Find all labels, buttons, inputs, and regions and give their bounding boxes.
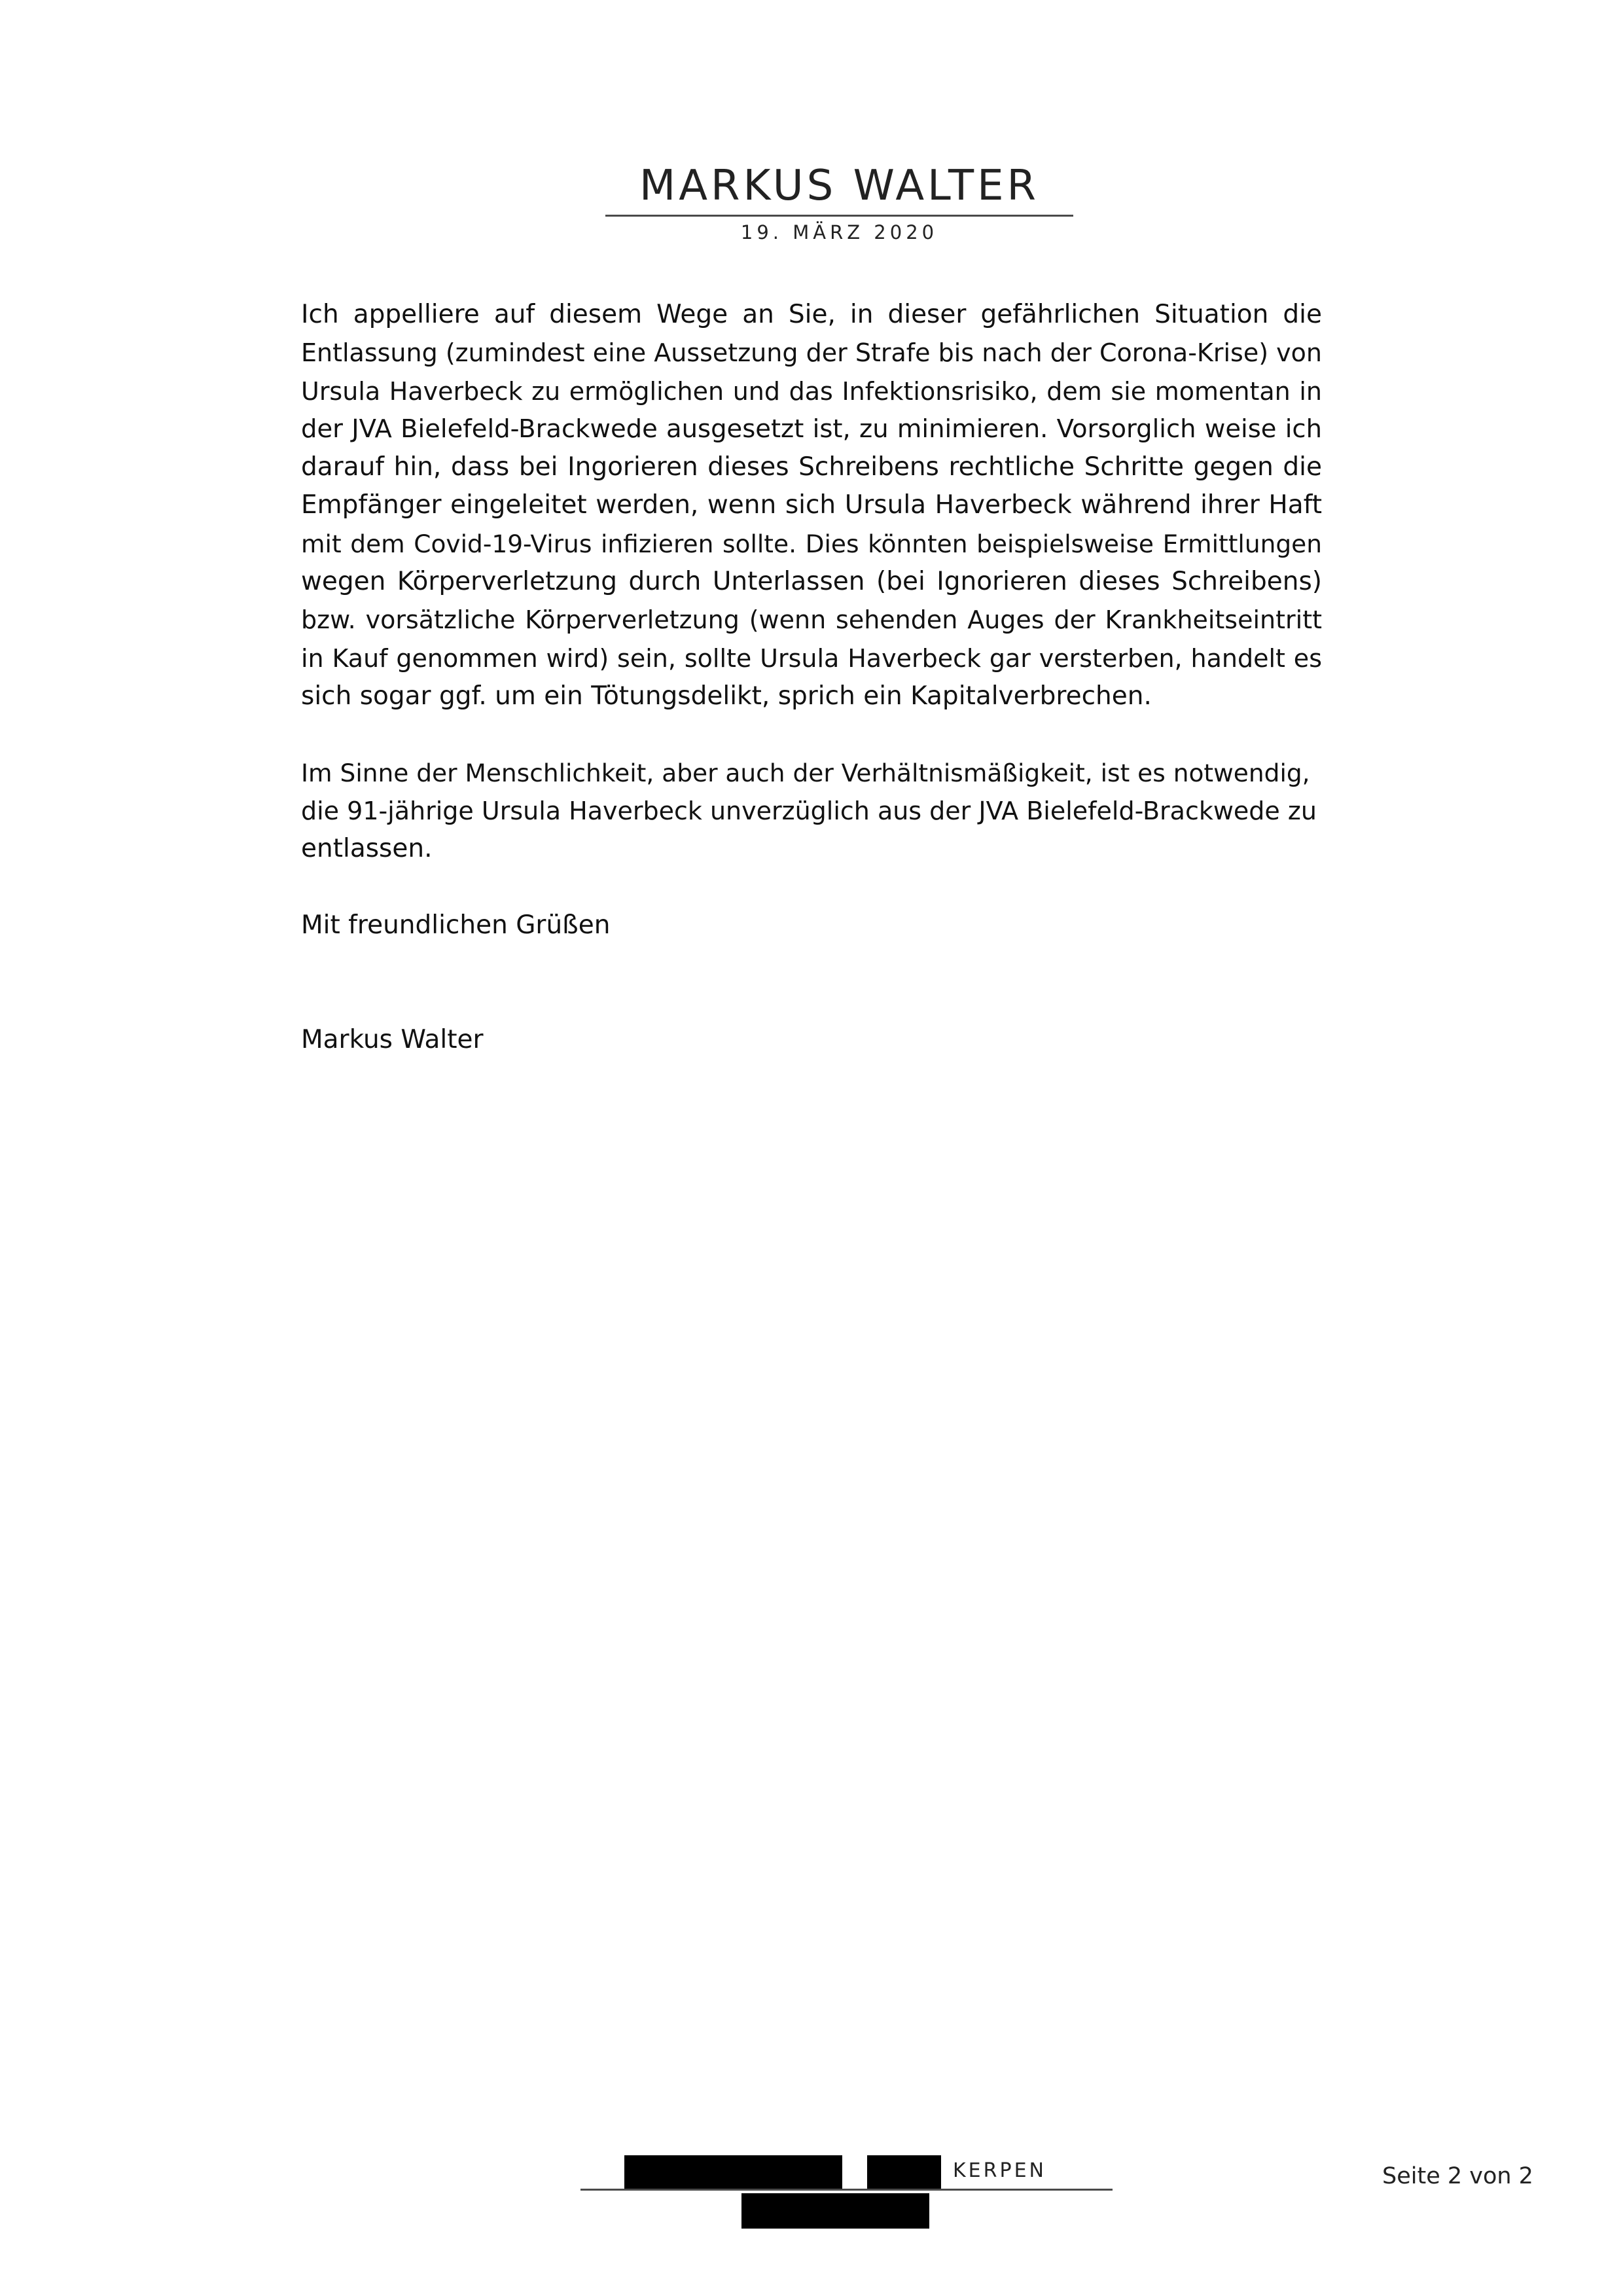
text-line: in Kauf genommen wird) sein, sollte Ursula Haverbeck gar versterben, handelt es [301, 643, 1322, 673]
text-line: Empfänger eingeleitet werden, wenn sich Ursula Haverbeck während ihrer Haft [301, 490, 1322, 520]
letterhead-name: MARKUS WALTER [639, 162, 1039, 210]
redaction-block [741, 2193, 929, 2229]
letter-body [301, 296, 1322, 1059]
signature-spacer [301, 944, 1322, 1021]
text-line: sich sogar ggf. um ein Tötungsdelikt, sprich ein Kapitalverbrechen. [301, 681, 1152, 711]
letterhead-date: 19. MÄRZ 2020 [740, 221, 938, 243]
text-line: entlassen. [301, 834, 433, 864]
footer-divider [580, 2189, 1113, 2191]
text-line: Entlassung (zumindest eine Aussetzung der Strafe bis nach der Corona-Krise) von [301, 338, 1322, 368]
redaction-block [624, 2155, 842, 2191]
redaction-block [867, 2155, 941, 2191]
text-line: der JVA Bielefeld-Brackwede ausgesetzt ist, zu minimieren. Vorsorglich weise ich [301, 414, 1322, 444]
letterhead-divider [605, 215, 1073, 217]
paragraph-spacer [301, 868, 1322, 906]
page-number: Seite 2 von 2 [1382, 2163, 1533, 2189]
footer-city: KERPEN [953, 2159, 1046, 2182]
text-line: bzw. vorsätzliche Körperverletzung (wenn sehenden Auges der Krankheitseintritt [301, 605, 1322, 635]
closing-salutation: Mit freundlichen Grüßen [301, 910, 611, 940]
text-line: Im Sinne der Menschlichkeit, aber auch der Verhältnismäßigkeit, ist es notwendig, [301, 758, 1310, 787]
text-line: mit dem Covid-19-Virus infizieren sollte. Dies könnten beispielsweise Ermittlungen [301, 529, 1322, 558]
paragraph-1 [301, 296, 1322, 715]
text-line: Ich appelliere auf diesem Wege an Sie, in dieser gefährlichen Situation die [301, 300, 1322, 329]
signature-name: Markus Walter [301, 1024, 484, 1054]
paragraph-2 [301, 754, 1322, 869]
text-line: wegen Körperverletzung durch Unterlassen (bei Ignorieren dieses Schreibens) [301, 567, 1322, 597]
text-line: die 91-jährige Ursula Haverbeck unverzüglich aus der JVA Bielefeld-Brackwede zu [301, 796, 1317, 825]
text-line: darauf hin, dass bei Ingorieren dieses Schreibens rechtliche Schritte gegen die [301, 452, 1322, 482]
paragraph-spacer [301, 715, 1322, 753]
text-line: Ursula Haverbeck zu ermöglichen und das Infektionsrisiko, dem sie momentan in [301, 376, 1322, 406]
